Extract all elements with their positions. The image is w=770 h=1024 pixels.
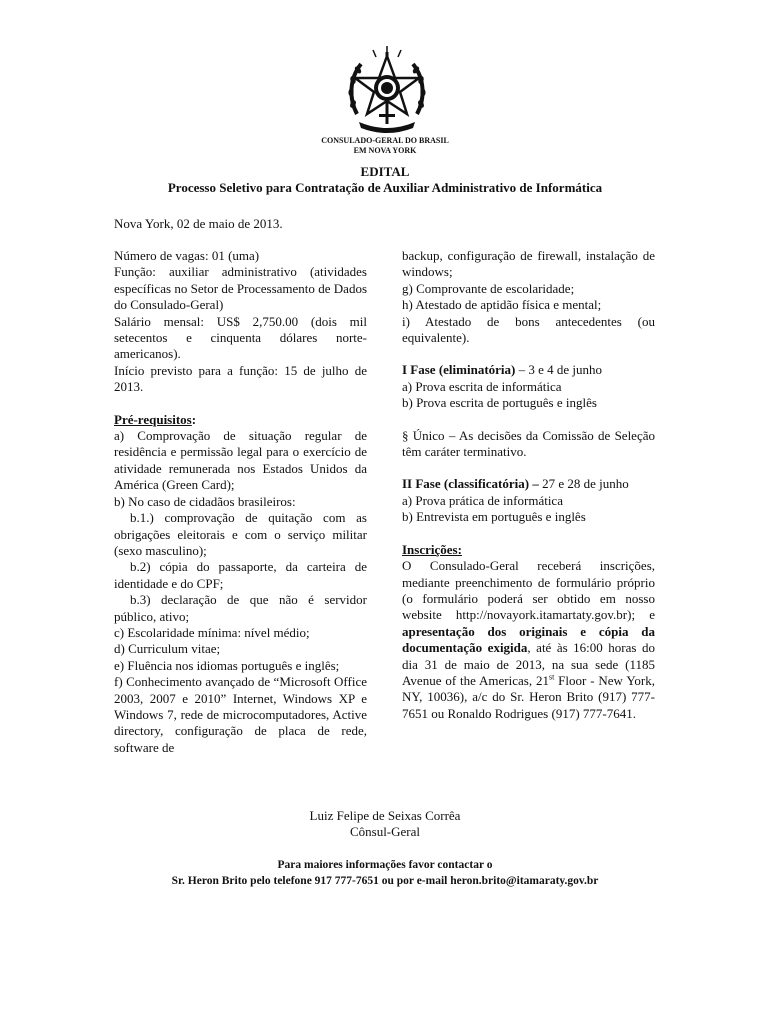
prereq-item-c: c) Escolaridade mínima: nível médio;: [114, 624, 310, 640]
contact-line-1: Para maiores informações favor contactar o: [277, 859, 493, 871]
signatory-role: Cônsul-Geral: [349, 824, 421, 839]
prereq-item-e: e) Fluência nos idiomas português e inglês;: [114, 657, 340, 673]
sole-paragraph: § Único – As decisões da Comissão de Seleção têm caráter terminativo.: [402, 427, 655, 460]
vacancies-text: Número de vagas: 01 (uma): [114, 248, 260, 263]
coat-of-arms-seal: [343, 44, 431, 136]
registration-text: O Consulado-Geral receberá inscrições, mediante preenchimento de formulário próprio (o formulário poderá ser obtido em nosso website http://novayork.itamartaty.gov.br); e apresentação dos originais e cópia da documentação exigida, até às 16:00 horas do dia 31 de maio de 2013, na sua sede (1185 Avenue of the Americas, 21st Floor - New York, NY, 10036), a/c do Sr. Heron Brito (917) 777-7651 ou Ronaldo Rodrigues (917) 777-7641.: [402, 558, 655, 721]
prereq-item-f: f) Conhecimento avançado de “Microsoft Office 2003, 2007 e 2010” Internet, Windows XP e Windows 7, rede de microcomputadores, Active directory, configuração de placa de rede, software de: [114, 674, 367, 755]
phase1-item-b: b) Prova escrita de português e inglês: [402, 395, 597, 411]
contact-line-2: Sr. Heron Brito pelo telefone 917 777-7651 ou por e-mail heron.brito@itamaraty.gov.br: [171, 875, 599, 887]
consulate-name: CONSULADO-GERAL DO BRASIL: [321, 136, 449, 145]
prereq-item-h: h) Atestado de aptidão física e mental;: [402, 297, 602, 313]
consulate-location: EM NOVA YORK: [353, 146, 417, 155]
prereq-item-d: d) Curriculum vitae;: [114, 641, 221, 657]
prerequisites-heading: Pré-requisitos:: [114, 411, 197, 427]
document-title: EDITAL: [360, 164, 410, 179]
phase1-item-a: a) Prova escrita de informática: [402, 378, 562, 394]
function-text: Função: auxiliar administrativo (atividades específicas no Setor de Processamento de Dados do Consulado-Geral): [114, 264, 367, 313]
signatory-name: Luiz Felipe de Seixas Corrêa: [309, 808, 461, 823]
prereq-item-g: g) Comprovante de escolaridade;: [402, 280, 575, 296]
phase1-heading: I Fase (eliminatória) – 3 e 4 de junho: [402, 362, 603, 378]
prereq-item-i: i) Atestado de bons antecedentes (ou equivalente).: [402, 313, 655, 346]
registration-heading: Inscrições:: [402, 541, 462, 557]
right-column: [402, 248, 655, 722]
salary-text: Salário mensal: US$ 2,750.00 (dois mil setecentos e cinquenta dólares norte-americanos).: [114, 313, 367, 362]
phase2-item-b: b) Entrevista em português e inglês: [402, 509, 586, 525]
document-subtitle: Processo Seletivo para Contratação de Auxiliar Administrativo de Informática: [167, 180, 603, 195]
prereq-item-b: b) No caso de cidadãos brasileiros:: [114, 493, 296, 509]
start-date-text: Início previsto para a função: 15 de julho de 2013.: [114, 362, 367, 395]
prereq-item-b1: b.1.) comprovação de quitação com as obrigações eleitorais e com o serviço militar (sexo masculino);: [114, 510, 367, 558]
phase2-heading: II Fase (classificatória) – 27 e 28 de junho: [402, 476, 629, 492]
prereq-item-b2: b.2) cópia do passaporte, da carteira de identidade e do CPF;: [114, 559, 367, 591]
prereq-item-b3: b.3) declaração de que não é servidor público, ativo;: [114, 592, 367, 624]
date-line: Nova York, 02 de maio de 2013.: [114, 216, 283, 231]
prereq-item-f-continued: backup, configuração de firewall, instalação de windows;: [402, 248, 655, 280]
phase2-item-a: a) Prova prática de informática: [402, 492, 563, 508]
left-column: [114, 248, 367, 756]
prereq-item-a: a) Comprovação de situação regular de residência e permissão legal para o exercício de atividade remunerada nos Estados Unidos da América (Green Card);: [114, 428, 367, 493]
